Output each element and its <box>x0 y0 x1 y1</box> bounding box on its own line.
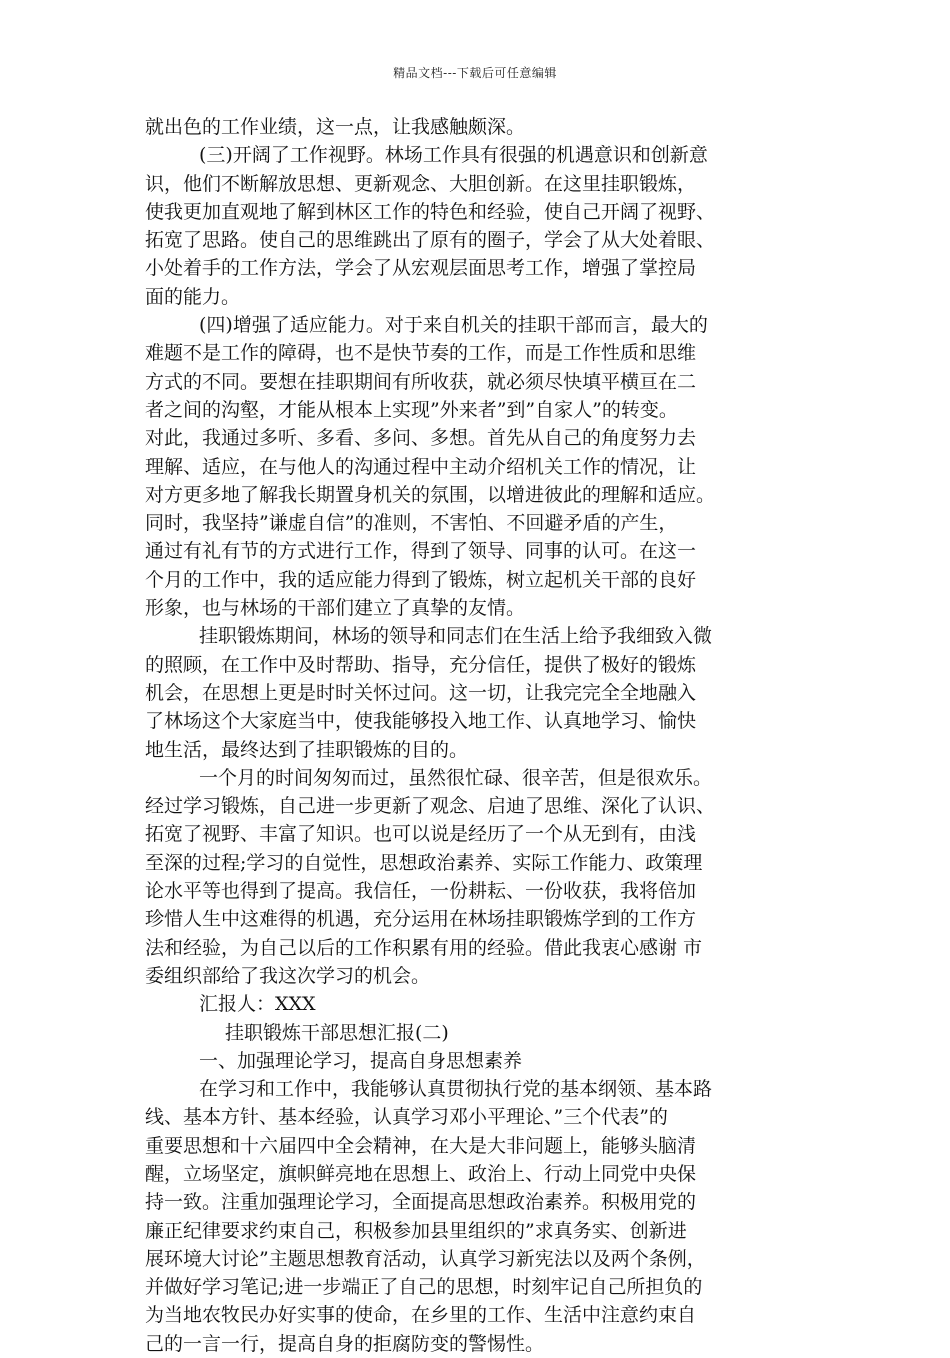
text-line: 对方更多地了解我长期置身机关的氛围，以增进彼此的理解和适应。 <box>145 483 716 506</box>
text-line: 廉正纪律要求约束自己，积极参加县里组织的”求真务实、创新进 <box>145 1219 687 1242</box>
text-line: 法和经验，为自己以后的工作积累有用的经验。借此我衷心感谢 市 <box>145 936 703 959</box>
text-line: 醒，立场坚定，旗帜鲜亮地在思想上、政治上、行动上同党中央保 <box>145 1162 697 1185</box>
text-line: 论水平等也得到了提高。我信任，一份耕耘、一份收获，我将倍加 <box>145 880 697 903</box>
text-line: 为当地农牧民办好实事的使命，在乡里的工作、生活中注意约束自 <box>145 1304 697 1327</box>
text-line: 珍惜人生中这难得的机遇，充分运用在林场挂职锻炼学到的工作方 <box>145 908 697 931</box>
text-line: 并做好学习笔记;进一步端正了自己的思想，时刻牢记自己所担负的 <box>145 1276 703 1299</box>
text-line: 就出色的工作业绩，这一点，让我感触颇深。 <box>145 116 526 138</box>
text-line: 委组织部给了我这次学习的机会。 <box>145 964 431 987</box>
text-line: 使我更加直观地了解到林区工作的特色和经验，使自己开阔了视野、 <box>145 200 716 223</box>
text-line: 拓宽了思路。使自己的思维跳出了原有的圈子，学会了从大处着眼、 <box>145 229 716 252</box>
text-line: 挂职锻炼期间，林场的领导和同志们在生活上给予我细致入微 <box>199 625 713 648</box>
text-line: 一、加强理论学习，提高自身思想素养 <box>199 1049 523 1072</box>
text-line: 持一致。注重加强理论学习，全面提高思想政治素养。积极用党的 <box>145 1191 697 1214</box>
text-line: 机会，在思想上更是时时关怀过问。这一切，让我完完全全地融入 <box>145 681 697 704</box>
text-line: 重要思想和十六届四中全会精神，在大是大非问题上，能够头脑清 <box>145 1134 697 1157</box>
text-line: 对此，我通过多听、多看、多问、多想。首先从自己的角度努力去 <box>145 427 697 450</box>
text-line: 至深的过程;学习的自觉性，思想政治素养、实际工作能力、政策理 <box>145 851 703 874</box>
text-line: 线、基本方针、基本经验，认真学习邓小平理论、”三个代表”的 <box>145 1106 668 1129</box>
document-body <box>145 113 835 1358</box>
text-line: 面的能力。 <box>145 285 241 308</box>
text-line: 小处着手的工作方法，学会了从宏观层面思考工作，增强了掌控局 <box>145 257 697 280</box>
text-line: 方式的不同。要想在挂职期间有所收获，就必须尽快填平横亘在二 <box>145 370 697 393</box>
text-line: (三)开阔了工作视野。林场工作具有很强的机遇意识和创新意 <box>199 144 708 167</box>
text-line: 的照顾，在工作中及时帮助、指导，充分信任，提供了极好的锻炼 <box>145 653 697 676</box>
text-line: 汇报人：XXX <box>199 993 316 1016</box>
text-line: 展环境大讨论”主题思想教育活动，认真学习新宪法以及两个条例， <box>145 1247 706 1270</box>
text-line: 在学习和工作中，我能够认真贯彻执行党的基本纲领、基本路 <box>199 1078 713 1101</box>
text-line: 识，他们不断解放思想、更新观念、大胆创新。在这里挂职锻炼， <box>145 172 697 195</box>
text-line: 形象，也与林场的干部们建立了真挚的友情。 <box>145 597 526 620</box>
text-line: 难题不是工作的障碍，也不是快节奏的工作，而是工作性质和思维 <box>145 342 697 365</box>
text-line: 拓宽了视野、丰富了知识。也可以说是经历了一个从无到有，由浅 <box>145 823 697 846</box>
text-line: 了林场这个大家庭当中，使我能够投入地工作、认真地学习、愉快 <box>145 710 697 733</box>
text-line: 理解、适应，在与他人的沟通过程中主动介绍机关工作的情况，让 <box>145 455 697 478</box>
text-line: 个月的工作中，我的适应能力得到了锻炼，树立起机关干部的良好 <box>145 568 697 591</box>
text-line: 己的一言一行，提高自身的拒腐防变的警惕性。 <box>145 1332 545 1355</box>
text-line: 挂职锻炼干部思想汇报(二) <box>225 1021 449 1044</box>
text-line: 地生活，最终达到了挂职锻炼的目的。 <box>145 738 469 761</box>
page-header: 精品文档---下载后可任意编辑 <box>393 66 557 80</box>
text-line: 同时，我坚持”谦虚自信”的准则，不害怕、不回避矛盾的产生， <box>145 512 678 535</box>
text-line: (四)增强了适应能力。对于来自机关的挂职干部而言，最大的 <box>199 314 708 337</box>
text-line: 通过有礼有节的方式进行工作，得到了领导、同事的认可。在这一 <box>145 540 697 563</box>
text-line: 者之间的沟壑，才能从根本上实现”外来者”到”自家人”的转变。 <box>145 398 678 421</box>
text-line: 一个月的时间匆匆而过，虽然很忙碌、很辛苦，但是很欢乐。 <box>199 766 713 789</box>
text-line: 经过学习锻炼，自己进一步更新了观念、启迪了思维、深化了认识、 <box>145 795 716 818</box>
